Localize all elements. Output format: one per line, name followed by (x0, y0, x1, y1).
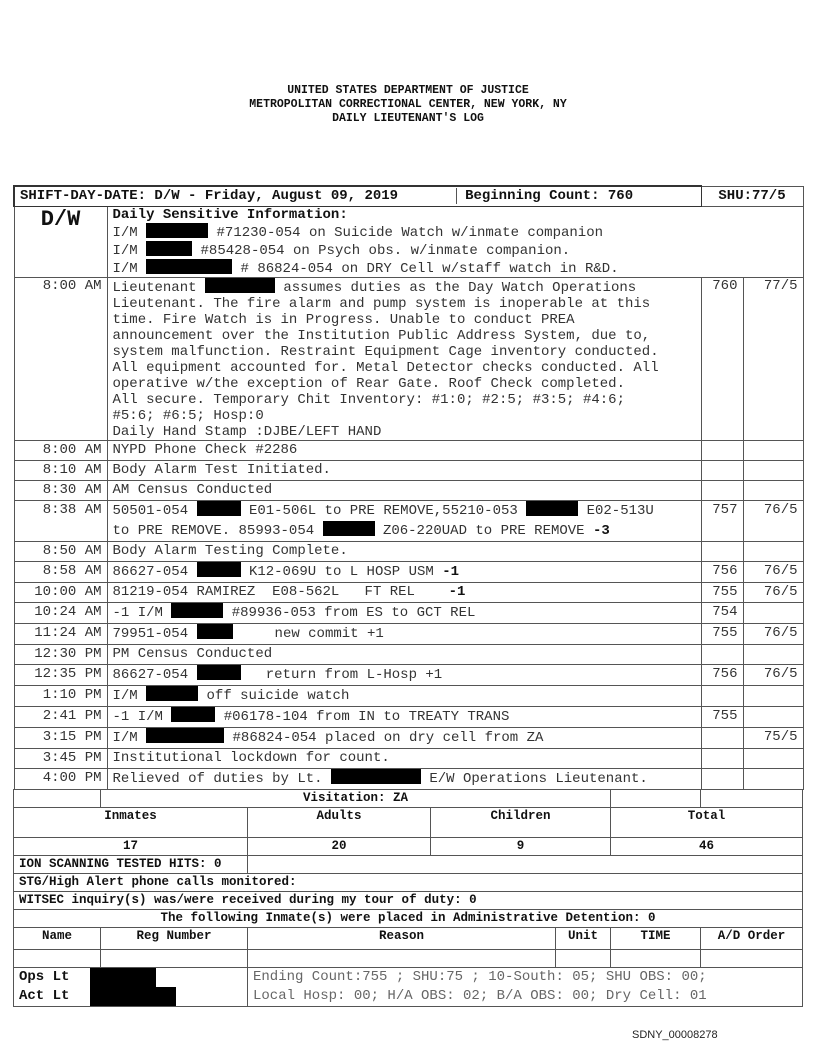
table-cell (743, 542, 803, 562)
text: SHIFT-DAY-DATE: D/W - Friday, August 09, 2019 (20, 188, 399, 204)
row-count: 760 (701, 278, 743, 441)
table-row (14, 441, 803, 461)
text: return from L-Hosp +1 (265, 667, 443, 683)
text: 76/5 (743, 665, 803, 686)
text: -1 (442, 564, 459, 580)
text: Lieutenant. The fire alarm and pump system is inoperable at this (112, 296, 651, 312)
text: #71230-054 on Suicide Watch w/inmate companion (216, 225, 603, 241)
table-cell (107, 603, 701, 624)
text: 755 (701, 707, 743, 728)
text: Ending Count:755 ; SHU:75 ; 10-South: 05; SHU OBS: 00; (253, 969, 707, 985)
redaction-block (171, 603, 223, 618)
header-line-1: UNITED STATES DEPARTMENT OF JUSTICE (287, 84, 529, 97)
table-cell (107, 665, 701, 686)
admin-detention-title: The following Inmate(s) were placed in Administrative Detention: 0 (14, 910, 803, 928)
text: AM Census Conducted (107, 481, 701, 501)
table-cell (107, 686, 701, 707)
table-cell (701, 749, 743, 769)
text: 81219-054 RAMIREZ E08-562L FT REL (112, 584, 415, 600)
table-cell (14, 950, 101, 968)
bates-number: SDNY_00008278 (632, 1029, 718, 1041)
table-cell (701, 950, 803, 968)
table-row (14, 728, 803, 749)
text: 754 (701, 603, 743, 624)
text: # 86824-054 on DRY Cell w/staff watch in R&D. (240, 261, 619, 277)
table-cell (701, 481, 743, 501)
table-cell (743, 603, 803, 624)
row-time: 8:00 AM (14, 278, 107, 441)
text: 755 (701, 624, 743, 645)
log-table (13, 185, 804, 790)
redaction-block (146, 223, 208, 238)
text: new commit +1 (274, 626, 384, 642)
table-cell (701, 686, 743, 707)
text: Relieved of duties by Lt. (112, 771, 323, 787)
ion-scanning: ION SCANNING TESTED HITS: 0 (14, 856, 248, 874)
redaction-block (146, 259, 232, 274)
text: 12:35 PM (14, 665, 107, 686)
redaction-block (90, 987, 176, 1006)
redaction-block (205, 278, 275, 293)
text: E02-513U (586, 503, 654, 519)
text: I/M (112, 225, 138, 241)
table-cell (701, 461, 743, 481)
table-cell (248, 950, 556, 968)
table-cell (743, 686, 803, 707)
text: 3:45 PM (14, 749, 107, 769)
table-row (14, 583, 803, 603)
text: to PRE REMOVE. 85993-054 (112, 523, 315, 539)
text: Lieutenant (112, 280, 197, 296)
redaction-block (197, 562, 241, 577)
text: 76/5 (743, 624, 803, 645)
text: operative w/the exception of Rear Gate. Roof Check completed. (112, 376, 625, 392)
table-row (14, 501, 803, 542)
table-cell (556, 950, 611, 968)
redaction-block (146, 686, 198, 701)
table-cell (743, 707, 803, 728)
table-row (14, 665, 803, 686)
table-row (14, 603, 803, 624)
visitation-value: 46 (611, 838, 803, 856)
text: -3 (593, 523, 610, 539)
text: 86627-054 (112, 667, 189, 683)
visitation-header: Adults (248, 808, 431, 838)
redaction-block (171, 707, 215, 722)
redaction-block (197, 624, 233, 639)
text: K12-069U to L HOSP USM (248, 564, 434, 580)
text: 757 (701, 501, 743, 542)
redaction-block (197, 665, 241, 680)
log-body (13, 185, 802, 1042)
table-row (14, 481, 803, 501)
table-cell (701, 441, 743, 461)
redaction-block (331, 769, 421, 784)
table-cell (107, 769, 701, 790)
text: Body Alarm Test Initiated. (107, 461, 701, 481)
text: 10:00 AM (14, 583, 107, 603)
visitation-value: 20 (248, 838, 431, 856)
text: -1 (448, 584, 466, 600)
text: NYPD Phone Check #2286 (107, 441, 701, 461)
table-cell (107, 583, 701, 603)
text: Daily Hand Stamp :DJBE/LEFT HAND (112, 424, 382, 440)
text: 12:30 PM (14, 645, 107, 665)
sensitive-title: Daily Sensitive Information: (112, 207, 348, 223)
text: Beginning Count: 760 (456, 188, 633, 204)
text: 756 (701, 562, 743, 583)
visitation-value: 9 (431, 838, 611, 856)
text: 8:58 AM (14, 562, 107, 583)
table-cell (743, 441, 803, 461)
text: 8:30 AM (14, 481, 107, 501)
text: Institutional lockdown for count. (107, 749, 701, 769)
table-cell (107, 624, 701, 645)
text: -1 I/M (112, 709, 163, 725)
table-cell (701, 645, 743, 665)
text: 76/5 (743, 583, 803, 603)
admin-col-header: A/D Order (701, 928, 803, 950)
text: 50501-054 (112, 503, 189, 519)
text: All secure. Temporary Chit Inventory: #1:0; #2:5; #3:5; #4:6; (112, 392, 625, 408)
table-cell (107, 501, 701, 542)
text: 2:41 PM (14, 707, 107, 728)
visitation-title: Visitation: ZA (101, 790, 611, 808)
text: PM Census Conducted (107, 645, 701, 665)
table-cell (248, 856, 803, 874)
table-cell (14, 968, 248, 1007)
table-cell (701, 790, 803, 808)
table-cell (701, 769, 743, 790)
table-cell (743, 481, 803, 501)
table-row (14, 749, 803, 769)
table-row (14, 562, 803, 583)
text: announcement over the Institution Public Address System, due to, (112, 328, 651, 344)
text: 8:38 AM (14, 501, 107, 542)
text: -1 I/M (112, 605, 163, 621)
text: #85428-054 on Psych obs. w/inmate companion. (200, 243, 571, 259)
text: Local Hosp: 00; H/A OBS: 02; B/A OBS: 00; Dry Cell: 01 (253, 988, 707, 1004)
redaction-block (90, 968, 156, 987)
visitation-header: Children (431, 808, 611, 838)
text: 1:10 PM (14, 686, 107, 707)
text: off suicide watch (206, 688, 350, 704)
table-cell (107, 562, 701, 583)
visitation-header: Total (611, 808, 803, 838)
document-header (0, 84, 816, 126)
text: Body Alarm Testing Complete. (107, 542, 701, 562)
table-row (14, 645, 803, 665)
text: 8:50 AM (14, 542, 107, 562)
summary-table (13, 789, 803, 1007)
text: #5:6; #6:5; Hosp:0 (112, 408, 264, 424)
shift-day-date (14, 186, 701, 207)
redaction-block (146, 728, 224, 743)
stg-calls: STG/High Alert phone calls monitored: (14, 874, 803, 892)
text: time. Fire Watch is in Progress. Unable to conduct PREA (112, 312, 575, 328)
table-row (14, 461, 803, 481)
text: #86824-054 placed on dry cell from ZA (232, 730, 544, 746)
text: 755 (701, 583, 743, 603)
table-cell (701, 728, 743, 749)
text: I/M (112, 243, 138, 259)
header-line-3: DAILY LIEUTENANT'S LOG (332, 112, 484, 125)
table-cell (701, 542, 743, 562)
table-row (14, 278, 803, 441)
text: 756 (701, 665, 743, 686)
ending-summary (248, 968, 803, 1007)
row-shu: 77/5 (743, 278, 803, 441)
text: E/W Operations Lieutenant. (429, 771, 648, 787)
text: 76/5 (743, 562, 803, 583)
table-row (14, 624, 803, 645)
table-cell (743, 461, 803, 481)
table-row (14, 769, 803, 790)
dw-label: D/W (14, 207, 107, 278)
text: 8:00 AM (14, 441, 107, 461)
text: 11:24 AM (14, 624, 107, 645)
text: 76/5 (743, 501, 803, 542)
row-text (107, 278, 701, 441)
visitation-value: 17 (14, 838, 248, 856)
text: 10:24 AM (14, 603, 107, 624)
text: 4:00 PM (14, 769, 107, 790)
redaction-block (526, 501, 578, 516)
admin-col-header: TIME (611, 928, 701, 950)
table-cell (101, 950, 248, 968)
witsec-inquiry: WITSEC inquiry(s) was/were received during my tour of duty: 0 (14, 892, 803, 910)
text: I/M (112, 730, 138, 746)
text: 75/5 (743, 728, 803, 749)
table-cell (107, 728, 701, 749)
admin-col-header: Reason (248, 928, 556, 950)
text: Z06-220UAD to PRE REMOVE (382, 523, 585, 539)
text: system malfunction. Restraint Equipment Cage inventory conducted. (112, 344, 659, 360)
table-row (14, 686, 803, 707)
header-line-2: METROPOLITAN CORRECTIONAL CENTER, NEW YORK, NY (249, 98, 567, 111)
redaction-block (323, 521, 375, 536)
admin-col-header: Name (14, 928, 101, 950)
text: I/M (112, 688, 138, 704)
text: I/M (112, 261, 138, 277)
text: #06178-104 from IN to TREATY TRANS (223, 709, 510, 725)
admin-col-header: Unit (556, 928, 611, 950)
table-cell (743, 645, 803, 665)
text: #89936-053 from ES to GCT REL (231, 605, 476, 621)
text: 8:10 AM (14, 461, 107, 481)
text: assumes duties as the Day Watch Operations (283, 280, 637, 296)
ops-lt-label: Ops Lt (19, 969, 70, 985)
text: 3:15 PM (14, 728, 107, 749)
text: E01-506L to PRE REMOVE,55210-053 (248, 503, 518, 519)
shu-header: SHU:77/5 (701, 186, 803, 207)
table-row (14, 542, 803, 562)
text: All equipment accounted for. Metal Detector checks conducted. All (112, 360, 659, 376)
table-cell (743, 749, 803, 769)
table-cell (743, 769, 803, 790)
act-lt-label: Act Lt (19, 988, 70, 1004)
sensitive-info (107, 207, 803, 278)
signoff-row (14, 968, 803, 1007)
redaction-block (197, 501, 241, 516)
table-cell (611, 950, 701, 968)
table-cell (14, 790, 101, 808)
table-row (14, 707, 803, 728)
text: 79951-054 (112, 626, 189, 642)
text: 86627-054 (112, 564, 189, 580)
admin-col-header: Reg Number (101, 928, 248, 950)
redaction-block (146, 241, 192, 256)
visitation-header: Inmates (14, 808, 248, 838)
table-cell (611, 790, 701, 808)
table-cell (107, 707, 701, 728)
